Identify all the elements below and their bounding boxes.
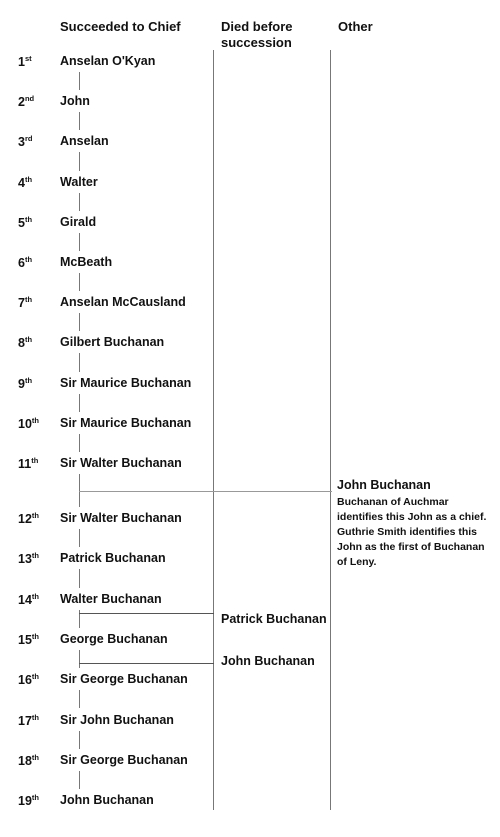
died-before-john: John Buchanan [221, 654, 315, 668]
lineage-segment [79, 650, 80, 668]
column-divider-right [330, 50, 331, 810]
chief-number-value: 2 [18, 95, 25, 110]
lineage-segment [79, 72, 80, 90]
lineage-segment [79, 529, 80, 547]
chief-number-value: 4 [18, 175, 25, 190]
chief-number [18, 672, 39, 687]
chief-number-suffix: th [24, 375, 33, 385]
chief-number-value: 15 [18, 632, 32, 647]
lineage-segment [79, 771, 80, 789]
chief-number-suffix: th [31, 793, 39, 803]
chief-number-value: 5 [18, 215, 25, 230]
chief-number-suffix: th [31, 712, 39, 722]
chief-number-suffix: th [31, 551, 39, 561]
chief-number-value: 17 [18, 713, 32, 728]
chief-number [18, 175, 32, 190]
chief-number-suffix: nd [24, 94, 35, 104]
chief-number [18, 215, 32, 230]
chief-number-value: 18 [18, 753, 32, 768]
chief-number-value: 10 [18, 416, 32, 431]
header-died-before: Died before succession [221, 19, 293, 50]
chief-number-suffix: th [31, 672, 39, 682]
header-succeeded: Succeeded to Chief [60, 19, 181, 34]
lineage-segment [79, 152, 80, 170]
chief-number-suffix: th [31, 511, 39, 520]
chief-number-value: 6 [18, 256, 25, 270]
chief-number-suffix: th [24, 255, 33, 264]
lineage-segment [79, 690, 80, 708]
chief-name: John Buchanan [60, 793, 154, 808]
chief-number [18, 255, 32, 270]
chief-number [18, 456, 38, 471]
lineage-segment [79, 394, 80, 412]
chief-number-value: 3 [18, 135, 25, 150]
other-name: John Buchanan [337, 478, 431, 492]
chief-number [18, 94, 34, 109]
column-divider-left [213, 50, 214, 810]
chief-number-value: 12 [18, 512, 32, 526]
chief-number [18, 416, 39, 431]
branch-line-patrick [79, 613, 214, 614]
chief-number-suffix: th [31, 415, 39, 425]
chief-number [18, 793, 39, 808]
chief-name: McBeath [60, 255, 113, 269]
chief-number-suffix: th [24, 295, 33, 305]
died-before-patrick: Patrick Buchanan [221, 612, 327, 626]
chief-number-suffix: th [31, 591, 39, 601]
chief-number [18, 592, 39, 607]
other-note: Buchanan of Auchmar identifies this John as a chief. Guthrie Smith identifies this John as the first of Buchanan of Leny. [337, 496, 487, 568]
chief-number [18, 54, 32, 69]
chief-number-value: 8 [18, 336, 25, 351]
chief-name: Anselan McCausland [60, 295, 186, 310]
lineage-segment [79, 353, 80, 371]
header-other: Other [338, 19, 373, 34]
chief-name: George Buchanan [60, 631, 168, 646]
chief-number-suffix: th [24, 335, 33, 345]
chief-number-suffix: th [31, 752, 39, 762]
lineage-segment [79, 313, 80, 331]
chief-name: Girald [60, 214, 97, 229]
lineage-segment [79, 569, 80, 587]
chief-number-value: 19 [18, 794, 32, 809]
chief-number [18, 713, 39, 728]
chief-number-suffix: th [24, 174, 33, 184]
chief-number-suffix: th [24, 214, 33, 224]
chief-number [18, 511, 39, 526]
lineage-segment [79, 112, 80, 130]
chief-name: Sir Walter Buchanan [60, 511, 182, 525]
chief-name: Gilbert Buchanan [60, 335, 165, 350]
chief-number [18, 632, 39, 647]
lineage-segment [79, 273, 80, 291]
chief-number-value: 1 [18, 55, 25, 69]
chief-number-value: 9 [18, 376, 25, 391]
chief-number [18, 376, 32, 391]
chief-number-value: 14 [18, 592, 32, 607]
branch-line-other-john [79, 491, 332, 492]
chief-number-suffix: th [31, 456, 39, 465]
chief-name: Sir Maurice Buchanan [60, 375, 192, 390]
chief-number-suffix: st [24, 54, 32, 63]
chief-number [18, 335, 32, 350]
chief-number [18, 753, 39, 768]
branch-line-john [79, 663, 214, 664]
chief-name: Sir Walter Buchanan [60, 456, 182, 470]
chief-number [18, 295, 32, 310]
chief-number [18, 551, 39, 566]
chief-name: Sir George Buchanan [60, 752, 188, 767]
lineage-segment [79, 233, 80, 251]
chief-name: Walter Buchanan [60, 591, 162, 606]
chief-name: Anselan O'Kyan [60, 54, 156, 68]
chief-number-value: 13 [18, 552, 32, 567]
chief-name: Walter [60, 174, 98, 189]
chief-name: Anselan [60, 134, 109, 149]
chief-number-value: 11 [18, 457, 32, 471]
chief-name: John [60, 94, 90, 109]
chief-number-suffix: th [31, 631, 39, 641]
chief-name: Sir Maurice Buchanan [60, 415, 192, 430]
lineage-segment [79, 731, 80, 749]
chief-number [18, 134, 32, 149]
chief-number-value: 7 [18, 296, 25, 311]
chief-number-suffix: rd [24, 134, 33, 144]
chief-number-value: 16 [18, 673, 32, 688]
lineage-segment [79, 193, 80, 211]
chief-name: Sir George Buchanan [60, 672, 188, 687]
chief-name: Patrick Buchanan [60, 551, 166, 566]
lineage-segment [79, 434, 80, 452]
chief-name: Sir John Buchanan [60, 712, 174, 727]
